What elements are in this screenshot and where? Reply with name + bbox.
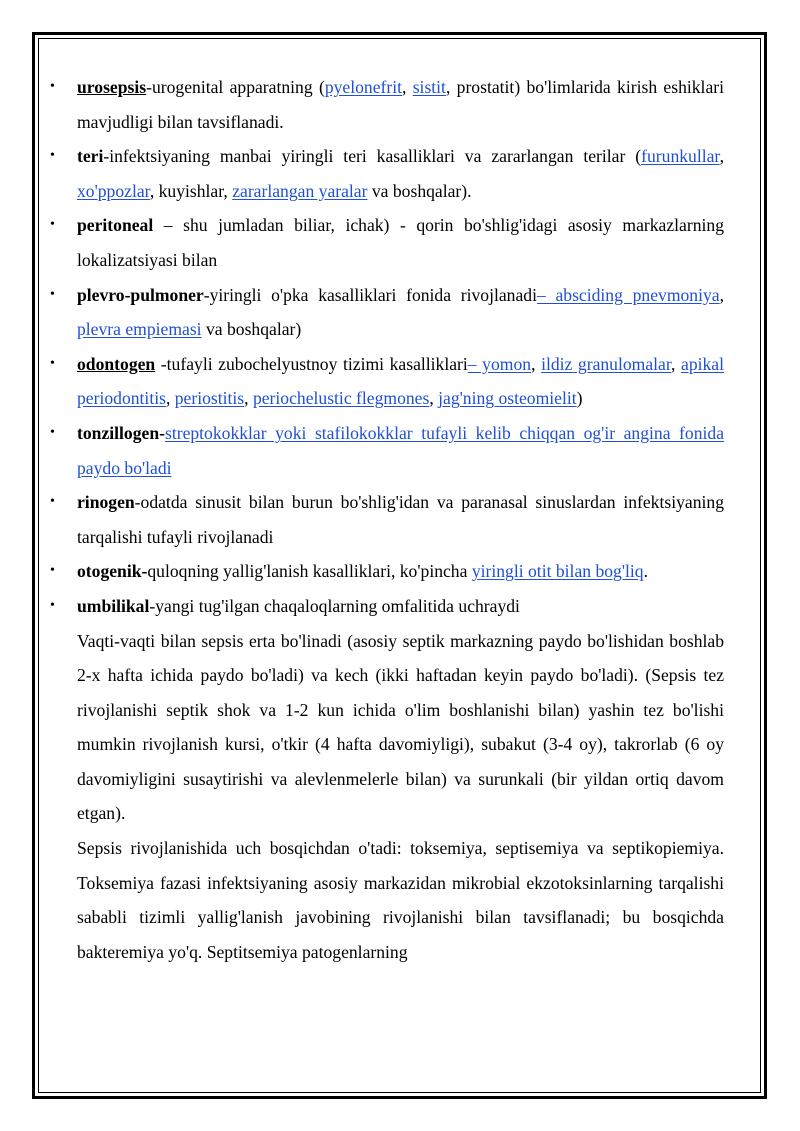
link-yiringli-otit[interactable]: yiringli otit bilan bog'liq [471,561,644,582]
item-text: , kuyishlar, [149,180,233,201]
link-zararlangan-yaralar[interactable]: zararlangan yaralar [232,180,368,201]
link-sistit[interactable]: sistit [412,77,446,97]
bullet-icon: • [50,355,55,371]
link-apikal-periodontitis[interactable]: apikal periodontitis [77,353,725,409]
link-pyelonefrit[interactable]: pyelonefrit [324,77,402,97]
item-text: , [671,353,682,374]
link-streptokokklar[interactable]: streptokokklar yoki stafilokokklar tufayli kelib chiqqan og'ir angina fonida paydo bo'ladi [77,422,724,478]
bullet-icon: • [50,597,55,613]
item-text: , [719,146,724,167]
item-text: va boshqalar) [201,319,302,340]
item-text: , [244,388,253,409]
link-periochelustic-flegmones[interactable]: periochelustic flegmones [252,388,430,409]
list-item [50,70,725,139]
list-item [50,139,724,208]
link-xoppozlar[interactable]: xo'ppozlar [77,180,150,201]
paragraph-sepsis-stages: Sepsis rivojlanishida uch bosqichdan o'tadi: toksemiya, septisemiya va septikopiemiya. Toksemiya fazasi infektsiyaning asosiy markazidan mikrobial ekzotoksinlarning tarqalishi sababli tizimli yallig'lanish javobining rivojlanishi bilan tavsiflanadi; bu bosqichda bakteremiya yo'q. Septitsemiya patogenlarning [77,838,724,962]
list-item [50,347,725,416]
term-plevro-pulmoner: plevro-pulmoner [77,284,204,305]
link-furunkullar[interactable]: furunkullar [641,146,720,167]
item-text: quloqning yallig'lanish kasalliklari, ko'pincha [147,561,472,582]
item-text: – shu jumladan biliar, ichak) - qorin bo'shlig'idagi asosiy markazlarning lokalizatsiyasi bilan [77,215,724,270]
term-otogenik: otogenik- [77,561,148,582]
item-text: , prostatit) bo'limlarida kirish eshiklari mavjudligi bilan tavsiflanadi. [77,77,725,132]
bullet-icon: • [50,148,55,164]
paragraph-sepsis-timing: Vaqti-vaqti bilan sepsis erta bo'linadi (asosiy septik markazning paydo bo'lishidan boshlab 2-x hafta ichida paydo bo'ladi) va kech (ikki haftadan keyin paydo bo'ladi). (Sepsis tez rivojlanishi septik shok va 1-2 kun ichida o'lim boshlanishi bilan) yashin tez bo'lishi mumkin rivojlanish kursi, o'tkir (4 hafta davomiyligi), subakut (3-4 oy), takrorlab (6 oy davomiyligini susaytirishi va alevlenmelerle bilan) va surunkali (bir yildan ortiq davom etgan). [77,630,724,824]
document-body [50,70,725,969]
link-jagning-osteomielit[interactable]: jag'ning osteomielit [438,388,577,409]
term-umbilikal: umbilikal [77,595,150,616]
item-text: -odatda sinusit bilan burun bo'shlig'idan va paranasal sinuslardan infektsiyaning tarqalishi tufayli rivojlanadi [77,492,724,547]
term-urosepsis: urosepsis [77,77,147,97]
link-ildiz-granulomalar[interactable]: ildiz granulomalar [541,353,672,374]
item-text: -infektsiyaning manbai yiringli teri kasalliklari va zararlangan terilar ( [103,146,642,167]
bullet-icon: • [50,563,55,579]
term-rinogen: rinogen [77,492,135,513]
link-yomon[interactable]: – yomon [467,353,532,374]
bullet-icon: • [50,286,55,302]
item-text: , [402,77,413,97]
bullet-icon: • [50,79,55,94]
item-text: -urogenital apparatning ( [146,77,325,97]
list-item [50,554,724,589]
link-plevra-empiemasi[interactable]: plevra empiemasi [77,319,202,340]
bullet-icon: • [50,494,55,510]
link-periostitis[interactable]: periostitis [174,388,245,409]
item-text: , [531,353,542,374]
item-text: ) [576,388,583,409]
bullet-icon: • [50,217,55,233]
term-odontogen: odontogen [77,353,156,374]
list-item [50,208,724,277]
list-item [50,278,724,347]
term-tonzillogen: tonzillogen- [77,422,165,443]
item-text: -yiringli o'pka kasalliklari fonida rivojlanadi [203,284,537,305]
item-text: , [719,284,724,305]
item-text: -yangi tug'ilgan chaqaloqlarning omfalitida uchraydi [149,595,520,616]
item-text: -tufayli zubochelyustnoy tizimi kasalliklari [155,353,468,374]
list-item [50,589,724,624]
term-peritoneal: peritoneal [77,215,154,236]
item-text: va boshqalar). [367,180,472,201]
list-item [50,416,724,485]
item-text: . [643,561,648,582]
item-text: , [429,388,439,409]
list-item [50,485,724,554]
bullet-icon: • [50,424,55,440]
link-absciding-pnevmoniya[interactable]: – absciding pnevmoniya [536,284,720,305]
term-teri: teri [77,146,104,167]
item-text: , [165,388,175,409]
